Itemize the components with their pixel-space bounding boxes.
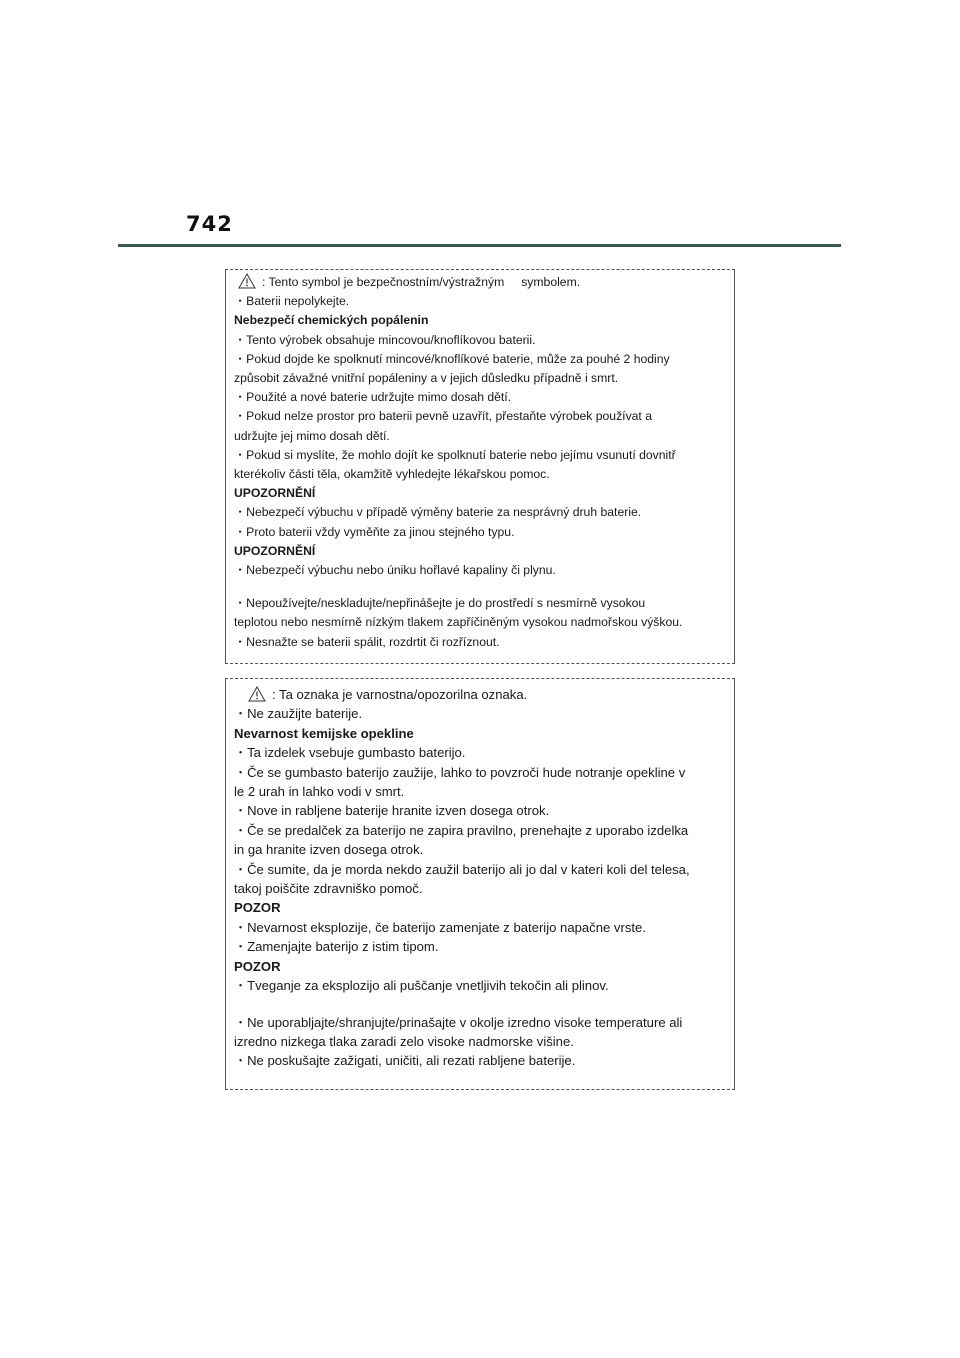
czech-line: ・Baterii nepolykejte. [234, 294, 350, 309]
czech-line: ・Pokud si myslíte, že mohlo dojít ke spolknutí baterie nebo jejímu vsunutí dovnitř [234, 447, 676, 462]
czech-line: ・Nebezpečí výbuchu v případě výměny baterie za nesprávný druh baterie. [234, 505, 642, 520]
slovene-heading: Nevarnost kemijske opekline [234, 725, 414, 741]
slovene-line: ・Zamenjajte baterijo z istim tipom. [234, 939, 439, 955]
slovene-warning-box [225, 678, 735, 1090]
slovene-line: ・Nevarnost eksplozije, če baterijo zamenjate z baterijo napačne vrste. [234, 919, 646, 935]
slovene-line: ・Če se predalček za baterijo ne zapira pravilno, prenehajte z uporabo izdelka [234, 822, 689, 838]
czech-line: ・Nebezpečí výbuchu nebo úniku hořlavé kapaliny či plynu. [234, 563, 556, 578]
slovene-line: ・Ne zaužijte baterije. [234, 706, 363, 722]
czech-line: ・Pokud dojde ke spolknutí mincové/knoflíkové baterie, může za pouhé 2 hodiny [234, 351, 670, 366]
spacer [234, 580, 726, 594]
header-rule [118, 244, 841, 247]
slovene-line: ・Ta izdelek vsebuje gumbasto baterijo. [234, 745, 466, 761]
czech-line: ・Pokud nelze prostor pro baterii pevně uzavřít, přestaňte výrobek používat a [234, 409, 652, 424]
czech-line: ・Použité a nové baterie udržujte mimo dosah dětí. [234, 390, 512, 405]
warning-triangle-icon [248, 686, 266, 702]
slovene-line: ・Če se gumbasto baterijo zaužije, lahko to povzroči hude notranje opekline v [234, 764, 686, 780]
czech-line: teplotou nebo nesmírně nízkým tlakem zapříčiněným vysokou nadmořskou výškou. [234, 615, 683, 630]
slovene-line: izredno nizkega tlaka zaradi zelo visoke nadmorske višine. [234, 1033, 574, 1049]
czech-heading: Nebezpečí chemických popálenin [234, 313, 429, 328]
czech-line: kterékoliv části těla, okamžitě vyhledejte lékařskou pomoc. [234, 467, 550, 482]
warning-triangle-icon [238, 273, 256, 289]
slovene-line: ・Tveganje za eksplozijo ali puščanje vnetljivih tekočin ali plinov. [234, 978, 609, 994]
slovene-line: in ga hranite izven dosega otrok. [234, 842, 424, 858]
page-number: 742 [186, 212, 233, 236]
slovene-caution-heading: POZOR [234, 958, 281, 974]
spacer [234, 996, 726, 1013]
slovene-symbol-line [234, 685, 726, 704]
slovene-line: ・Ne poskušajte zažigati, uničiti, ali rezati rabljene baterije. [234, 1053, 576, 1069]
czech-line: ・Proto baterii vždy vyměňte za jinou stejného typu. [234, 524, 515, 539]
slovene-symbol-text: : Ta oznaka je varnostna/opozorilna oznaka. [272, 687, 528, 702]
czech-symbol-line [234, 273, 726, 292]
czech-caution-heading: UPOZORNĚNÍ [234, 543, 316, 558]
slovene-line: takoj poiščite zdravniško pomoč. [234, 881, 423, 897]
czech-line: ・Tento výrobek obsahuje mincovou/knoflíkovou baterii. [234, 332, 536, 347]
slovene-caution-heading: POZOR [234, 900, 281, 916]
czech-line: udržujte jej mimo dosah dětí. [234, 428, 390, 443]
slovene-line: ・Nove in rabljene baterije hranite izven dosega otrok. [234, 803, 550, 819]
czech-line: ・Nepoužívejte/neskladujte/nepřinášejte je do prostředí s nesmírně vysokou [234, 596, 646, 611]
slovene-line: ・Ne uporabljajte/shranjujte/prinašajte v okolje izredno visoke temperature ali [234, 1014, 683, 1030]
slovene-line: ・Če sumite, da je morda nekdo zaužil baterijo ali jo dal v kateri koli del telesa, [234, 861, 690, 877]
czech-line: způsobit závažné vnitřní popáleniny a v jejich důsledku případně i smrt. [234, 371, 619, 386]
czech-caution-heading: UPOZORNĚNÍ [234, 486, 316, 501]
czech-warning-box [225, 269, 735, 664]
czech-line: ・Nesnažte se baterii spálit, rozdrtit či rozříznout. [234, 634, 500, 649]
slovene-line: le 2 urah in lahko vodi v smrt. [234, 784, 405, 800]
czech-symbol-text: : Tento symbol je bezpečnostním/výstražným symbolem. [262, 275, 581, 289]
